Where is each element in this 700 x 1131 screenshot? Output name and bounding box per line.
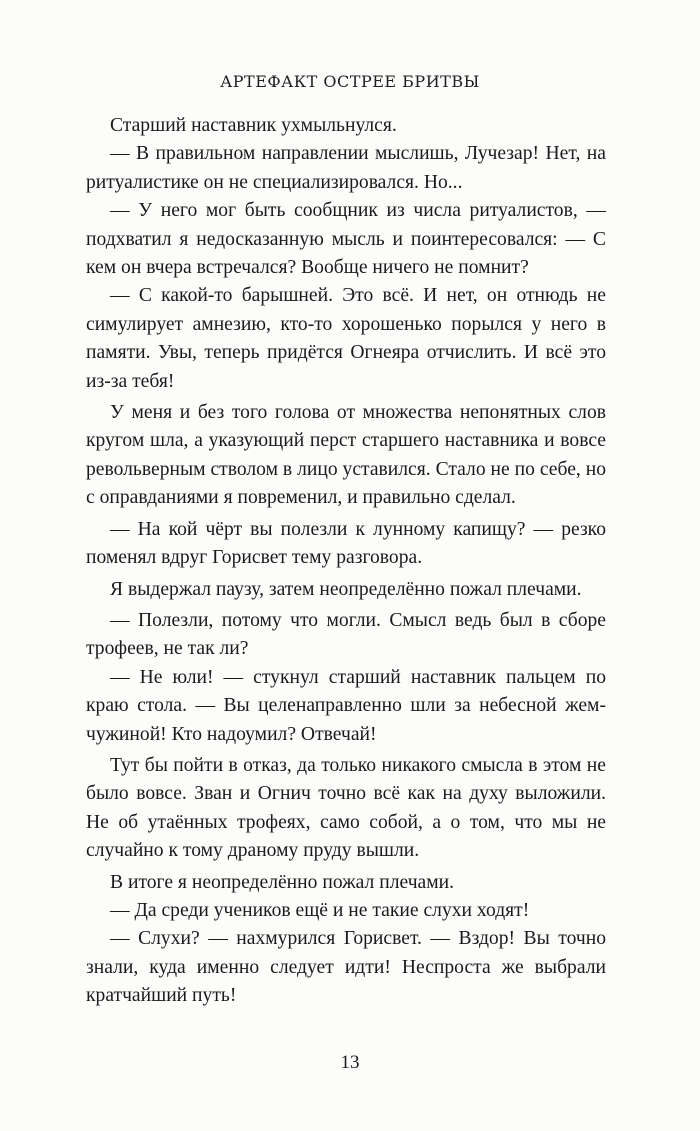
- running-title: АРТЕФАКТ ОСТРЕЕ БРИТВЫ: [220, 72, 480, 91]
- paragraph: Старший наставник ухмыльнулся.: [110, 115, 397, 136]
- paragraph: У меня и без того голова от множества непонятных слов кругом шла, а указующий перст старшего наставника и вовсе револьверным стволом в лицо уставился. Стало не по себе, но с оправданиями я повременил, и правильно сделал.: [86, 402, 606, 509]
- paragraph: — Слухи? — нахмурился Горисвет. — Вздор! Вы точно знали, куда именно следует идти! Неспроста же выбрали кратчайший путь!: [86, 928, 606, 1007]
- paragraph: — На кой чёрт вы полезли к лунному капищу? — резко поменял вдруг Горисвет тему разговора.: [86, 518, 606, 569]
- page-number: 13: [340, 1052, 360, 1073]
- paragraph: — В правильном направлении мыслишь, Лучезар! Нет, на ритуалистике он не специализировался. Но...: [86, 143, 606, 193]
- paragraph: — С какой-то барышней. Это всё. И нет, он отнюдь не симулирует амнезию, кто-то хорошенько порылся у него в памяти. Увы, теперь придётся Огнеяра отчислить. И всё это из-за тебя!: [86, 285, 606, 392]
- paragraph: Тут бы пойти в отказ, да только никакого смысла в этом не было вовсе. Зван и Огнич точно всё как на духу выложили. Не об утаённых трофеях, само собой, а о том, что мы не случайно к тому драному пруду вышли.: [86, 754, 606, 862]
- paragraph: — У него мог быть сообщник из числа ритуалистов, — подхватил я недосказанную мысль и поинтересовался: — С кем он вчера встречался? Вообще ничего не помнит?: [86, 200, 606, 279]
- paragraph: В итоге я неопределённо пожал плечами.: [110, 871, 455, 893]
- paragraph: Я выдержал паузу, затем неопределённо пожал плечами.: [110, 578, 582, 600]
- body-text: [86, 112, 606, 1011]
- paragraph: — Полезли, потому что могли. Смысл ведь был в сборе трофеев, не так ли?: [86, 609, 606, 660]
- paragraph: — Не юли! — стукнул старший наставник пальцем по краю стола. — Вы целенаправленно шли за небесной жемчужиной! Кто надоумил? Отвечай!: [86, 666, 606, 745]
- paragraph: — Да среди учеников ещё и не такие слухи ходят!: [110, 899, 530, 921]
